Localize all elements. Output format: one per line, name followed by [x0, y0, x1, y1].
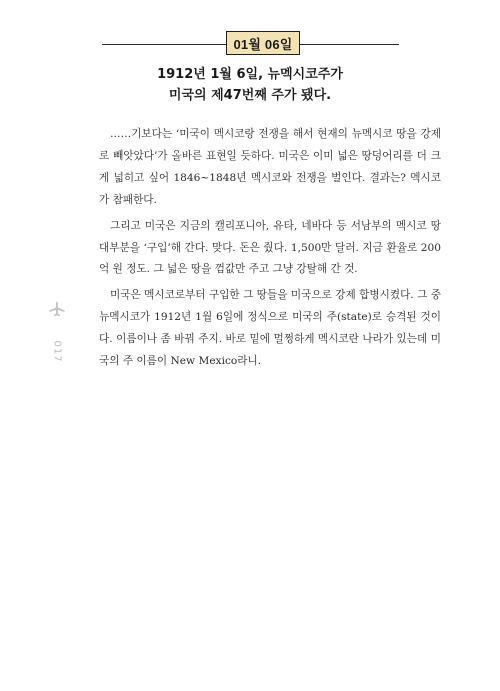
date-badge: 01월 06일: [226, 31, 300, 55]
page-title: [100, 64, 400, 106]
paragraph: 그리고 미국은 지금의 캘리포니아, 유타, 네바다 등 서남부의 멕시코 땅 대부분을 ‘구입’해 간다. 맞다. 돈은 줬다. 1,500만 달러. 지금 환율로 200억 원 정도. 그 넓은 땅을 껌값만 주고 그냥 강탈해 간 것.: [99, 219, 441, 276]
paragraph: 미국은 멕시코로부터 구입한 그 땅들을 미국으로 강제 합병시켰다. 그 중 뉴멕시코가 1912년 1월 6일에 정식으로 미국의 주(state)로 승격된 것이다. 이름이나 좀 바꿔 주지. 바로 밑에 멀쩡하게 멕시코란 나라가 있는데 미국의 주 이름이 New Mexico라니.: [99, 289, 441, 368]
title-line-1: 1912년 1월 6일, 뉴멕시코주가: [157, 67, 343, 82]
page-number-label: 017: [51, 339, 63, 363]
title-line-2: 미국의 제47번째 주가 됐다.: [168, 88, 332, 103]
body-text: [99, 124, 441, 377]
paragraph: ……기보다는 ‘미국이 멕시코랑 전쟁을 해서 현재의 뉴멕시코 땅을 강제로 빼앗았다’가 올바른 표현일 듯하다. 미국은 이미 넓은 땅덩어리를 더 크게 넓히고 싶어 1846~1848년 멕시코와 전쟁을 벌인다. 결과는? 멕시코가 참패한다.: [99, 128, 441, 206]
airplane-icon: [48, 300, 66, 318]
page-number: [47, 336, 67, 366]
